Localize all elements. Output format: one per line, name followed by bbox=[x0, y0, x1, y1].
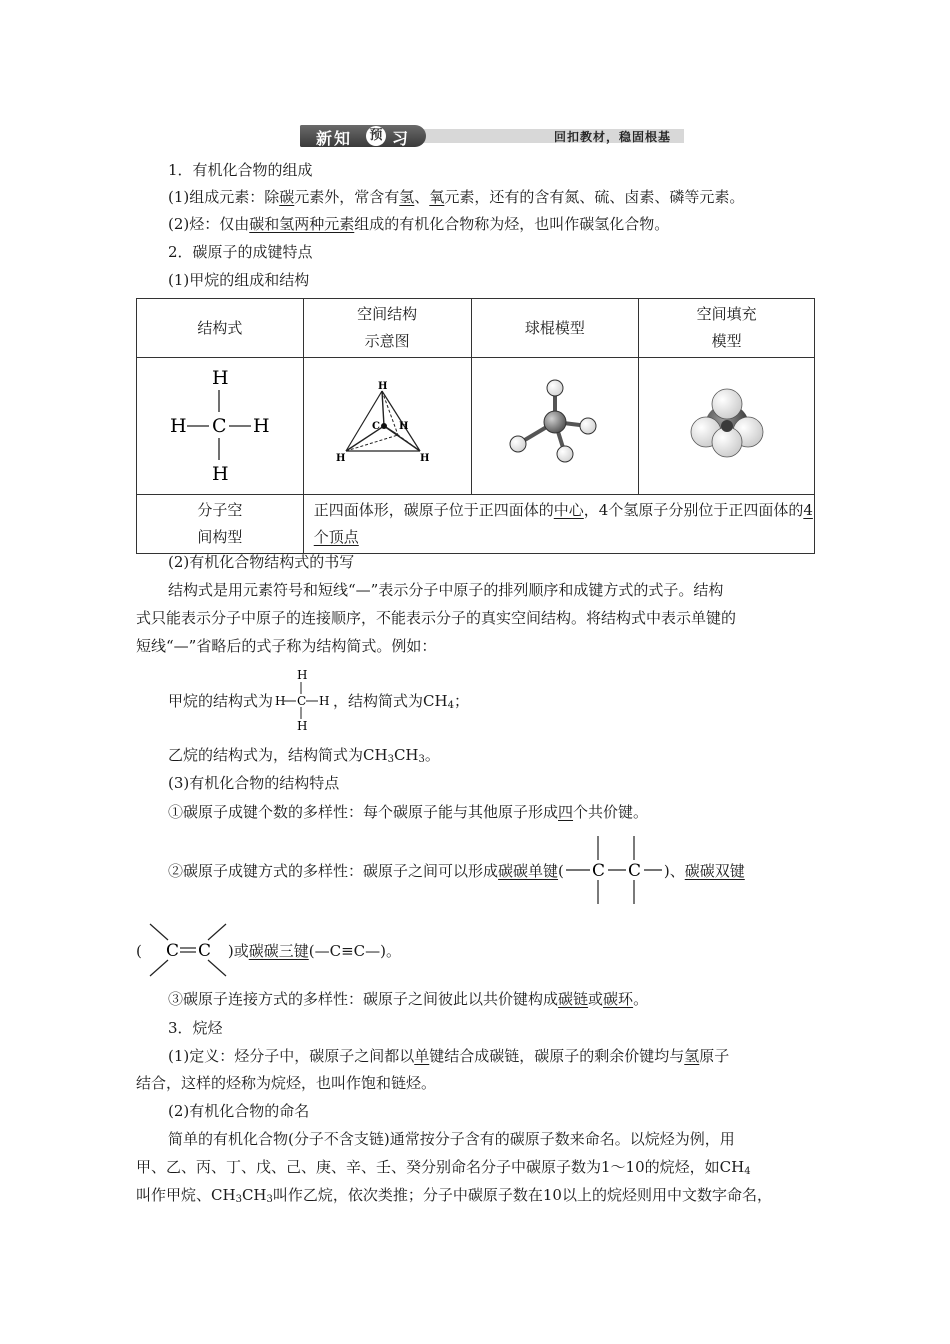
svg-text:H: H bbox=[211, 367, 229, 389]
s3-def-2: 结合，这样的烃称为烷烃，也叫作饱和链烃。 bbox=[136, 1074, 437, 1092]
s3-heading: 3．烷烃 bbox=[168, 1019, 223, 1037]
svg-text:C: C bbox=[627, 861, 641, 881]
svg-text:H: H bbox=[420, 453, 430, 464]
svg-text:H: H bbox=[297, 668, 308, 682]
header-space-filling: 空间填充 模型 bbox=[639, 299, 815, 358]
s3-naming-3: 叫作甲烷、$CH_3CH_3$叫作乙烷，依次类推；分子中碳原子数在10以上的烷烃则用中文数字命名， bbox=[136, 1186, 772, 1205]
svg-text:H: H bbox=[275, 694, 286, 708]
double-bond-formula bbox=[142, 940, 228, 960]
methane-space-filling-model bbox=[639, 358, 815, 495]
s2-heading: 2．碳原子的成键特点 bbox=[168, 243, 313, 261]
header-spatial-diagram: 空间结构 示意图 bbox=[303, 299, 471, 358]
s2-sub2: (2)有机化合物结构式的书写 bbox=[168, 553, 355, 571]
svg-text:H: H bbox=[399, 421, 409, 432]
svg-text:H: H bbox=[378, 381, 388, 392]
methane-tetrahedron-diagram bbox=[303, 358, 471, 495]
feature-2: ②碳原子成键方式的多样性：碳原子之间可以形成碳碳单键( C C )、碳碳双键 bbox=[168, 861, 745, 881]
svg-text:H: H bbox=[252, 415, 270, 437]
svg-text:H: H bbox=[336, 453, 346, 464]
banner-title: 新知 bbox=[316, 129, 353, 148]
svg-text:H: H bbox=[319, 694, 330, 708]
svg-text:C: C bbox=[211, 415, 227, 437]
s2-sub1: (1)甲烷的组成和结构 bbox=[168, 271, 310, 289]
s3-sub2: (2)有机化合物的命名 bbox=[168, 1102, 310, 1120]
s3-naming-2: 甲、乙、丙、丁、戊、己、庚、辛、壬、癸分别命名分子中碳原子数为1～10的烷烃，如$CH_4$ bbox=[136, 1158, 751, 1177]
svg-text:H: H bbox=[169, 415, 187, 437]
svg-text:C: C bbox=[372, 421, 381, 432]
svg-text:C: C bbox=[197, 941, 211, 961]
svg-text:H: H bbox=[211, 463, 229, 484]
methane-formula-line: 甲烷的结构式为 H H C H H ，结构简式为$CH_4$； bbox=[168, 668, 469, 733]
s2-p1b: 式只能表示分子中原子的连接顺序，不能表示分子的真实空间结构。将结构式中表示单键的 bbox=[136, 609, 737, 627]
s1-p1: (1)组成元素：除碳元素外，常含有氢、氧元素，还有的含有氮、硫、卤素、磷等元素。 bbox=[168, 188, 745, 206]
methane-inline-formula bbox=[273, 668, 333, 733]
banner-slogan: 回扣教材，稳固根基 bbox=[554, 130, 672, 144]
s2-sub3: (3)有机化合物的结构特点 bbox=[168, 774, 340, 792]
methane-structural-formula bbox=[137, 358, 304, 495]
s2-p1a: 结构式是用元素符号和短线“—”表示分子中原子的排列顺序和成键方式的式子。结构 bbox=[168, 581, 724, 599]
feature-2-cont: ( C C )或碳碳三键(—C≡C—)。 bbox=[136, 940, 401, 961]
feature-3: ③碳原子连接方式的多样性：碳原子之间彼此以共价键构成碳链或碳环。 bbox=[168, 990, 649, 1008]
s2-p1c: 短线“—”省略后的式子称为结构简式。例如： bbox=[136, 637, 437, 655]
s3-naming-1: 简单的有机化合物(分子不含支链)通常按分子含有的碳原子数来命名。以烷烃为例，用 bbox=[168, 1130, 735, 1148]
single-bond-formula bbox=[564, 860, 664, 880]
s3-def-1: (1)定义：烃分子中，碳原子之间都以单键结合成碳链，碳原子的剩余价键均与氢原子 bbox=[168, 1047, 730, 1065]
svg-text:C: C bbox=[297, 694, 307, 708]
methane-ball-stick-model bbox=[471, 358, 639, 495]
svg-text:H: H bbox=[297, 719, 308, 733]
header-ball-stick: 球棍模型 bbox=[471, 299, 639, 358]
banner-xi: 习 bbox=[392, 129, 409, 148]
header-structural-formula: 结构式 bbox=[137, 299, 304, 358]
ethane-formula-line: 乙烷的结构式为，结构简式为$CH_3CH_3$。 bbox=[168, 746, 440, 765]
molecular-geometry-desc: 正四面体形，碳原子位于正四面体的中心，4个氢原子分别位于正四面体的4个顶点 bbox=[303, 495, 814, 554]
methane-table bbox=[136, 298, 815, 554]
feature-1: ①碳原子成键个数的多样性：每个碳原子能与其他原子形成四个共价键。 bbox=[168, 803, 649, 821]
section-banner bbox=[300, 125, 684, 147]
s1-p2: (2)烃：仅由碳和氢两种元素组成的有机化合物称为烃，也叫作碳氢化合物。 bbox=[168, 215, 670, 233]
svg-text:C: C bbox=[591, 861, 605, 881]
svg-text:C: C bbox=[165, 941, 179, 961]
label-molecular-geometry: 分子空 间构型 bbox=[137, 495, 304, 554]
banner-yu-badge: 预 bbox=[366, 126, 386, 146]
s1-heading: 1．有机化合物的组成 bbox=[168, 161, 313, 179]
